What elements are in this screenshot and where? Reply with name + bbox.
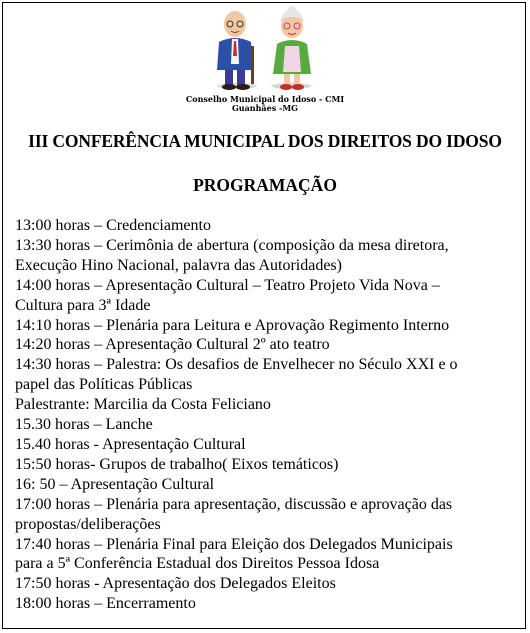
page-subtitle: PROGRAMAÇÃO [193,175,337,195]
schedule-line: 17:40 horas – Plenária Final para Eleição dos Delegados Municipais [15,535,453,553]
schedule-line: 15.30 horas – Lanche [15,416,153,434]
schedule-line: 14:00 horas – Apresentação Cultural – Teatro Projeto Vida Nova – [15,276,440,294]
schedule-line: 16: 50 – Apresentação Cultural [15,475,215,493]
schedule-line: 15.40 horas - Apresentação Cultural [15,435,246,453]
schedule-line: 17:50 horas - Apresentação dos Delegados Eleitos [15,575,336,593]
schedule-line: 14:20 horas – Apresentação Cultural 2º ato teatro [15,336,330,354]
schedule-line: Execução Hino Nacional, palavra das Autoridades) [15,256,342,274]
schedule-line: para a 5ª Conferência Estadual dos Direitos Pessoa Idosa [15,555,380,573]
schedule-line: 13:00 horas – Credenciamento [15,217,211,234]
org-name: Conselho Municipal do Idoso - CMI [185,94,345,104]
schedule-line: papel das Políticas Públicas [15,376,193,394]
schedule-line: 14:10 horas – Plenária para Leitura e Aprovação Regimento Interno [15,316,450,334]
schedule-list [15,216,520,614]
old-woman-figure [271,6,311,90]
schedule-line: 13:30 horas – Cerimônia de abertura (composição da mesa diretora, [15,236,449,254]
schedule-line: 15:50 horas- Grupos de trabalho( Eixos temáticos) [15,455,339,473]
page-title: III CONFERÊNCIA MUNICIPAL DOS DIREITOS DO IDOSO [28,131,502,151]
schedule-line: 17:00 horas – Plenária para apresentação, discussão e aprovação das [15,495,453,513]
org-city: Guanhães -MG [231,103,299,113]
schedule-line: Palestrante: Marcilia da Costa Feliciano [15,396,271,414]
schedule-line: 18:00 horas – Encerramento [15,595,196,613]
schedule-line: 14:30 horas – Palestra: Os desafios de Envelhecer no Século XXI e o [15,356,458,374]
schedule-line: propostas/deliberações [15,515,161,533]
old-man-figure [217,11,257,90]
schedule-line: Cultura para 3ª Idade [15,296,151,314]
elderly-couple-logo [205,6,325,92]
